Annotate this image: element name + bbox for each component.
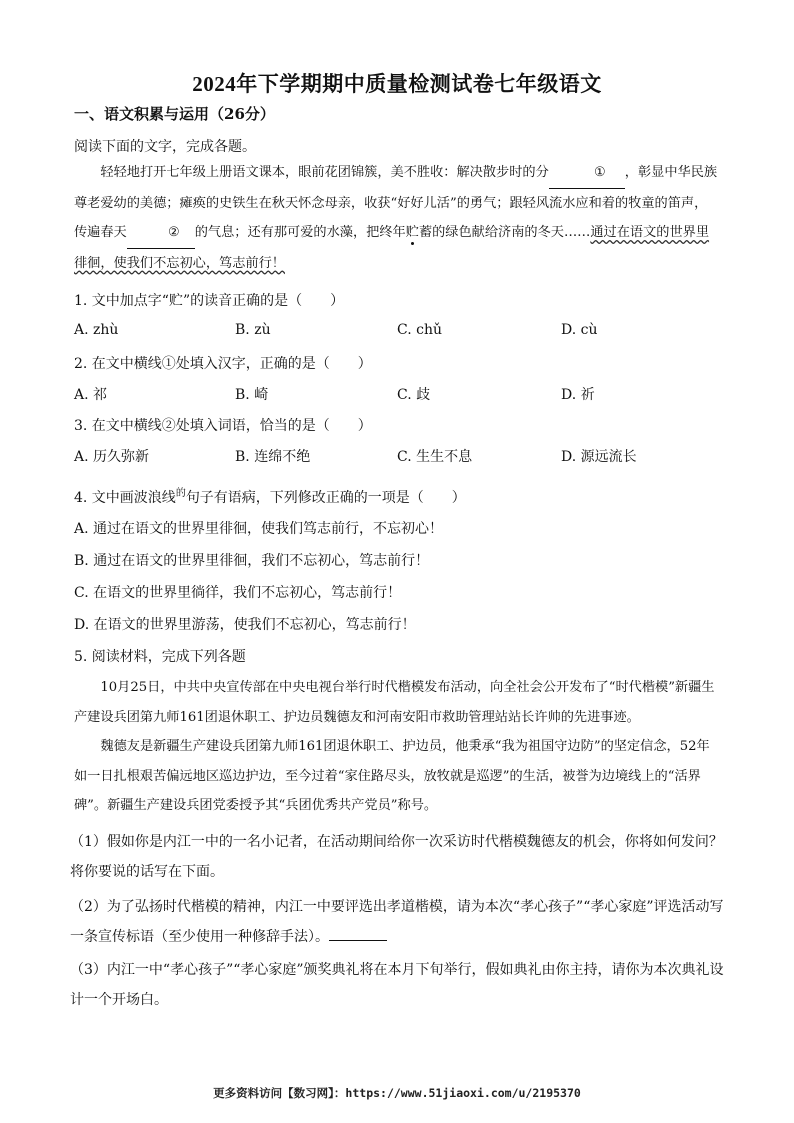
instruction-text: 阅读下面的文字，完成各题。 [74, 139, 256, 155]
q2-option-b: B. 崎 [235, 387, 269, 403]
q1-option-d: D. cù [561, 322, 598, 338]
dotted-char: 贮 [405, 225, 419, 240]
q5-subquestion-3 [70, 956, 726, 1015]
q3-option-b: B. 连绵不绝 [235, 449, 311, 465]
passage-text-2: ，彰显中华民族尊老爱幼的美德；瘫痪的史铁生在秋天怀念母亲，收获“好好儿活”的勇气；跟轻风流水应和着的牧童的笛声，传遍春天 [74, 165, 718, 240]
q2-stem: 2. 在文中横线①处填入汉字，正确的是（ ） [74, 356, 372, 372]
reading-passage [74, 158, 720, 278]
blank-2: ② [127, 218, 195, 249]
q4-option-c: C. 在语文的世界里徜徉，我们不忘初心，笃志前行！ [74, 585, 402, 601]
q4-stem-part-b: 句子有语病，下列修改正确的一项是（ ） [185, 490, 466, 506]
answer-blank[interactable] [329, 940, 387, 941]
q5-subquestion-1 [70, 828, 726, 887]
q3-stem: 3. 在文中横线②处填入词语，恰当的是（ ） [74, 418, 372, 434]
passage-text-3: 的气息；还有那可爱的水藻，把终年 [194, 225, 406, 240]
passage-text-4: 蓄的绿色献给济南的冬天…… [418, 225, 591, 240]
q3-option-c: C. 生生不息 [397, 449, 473, 465]
q4-stem-sup: 的 [175, 488, 186, 499]
q4-stem [74, 484, 466, 507]
footer-link[interactable]: 更多资料访问【数习网】：https://www.51jiaoxi.com/u/2195370 [213, 1086, 581, 1100]
passage-text-1: 轻轻地打开七年级上册语文课本，眼前花团锦簇，美不胜收：解决散步时的分 [100, 165, 549, 180]
q5-material-paragraph-2: 魏德友是新疆生产建设兵团第九师161团退休职工、护边员，他秉承“我为祖国守边防”的坚定信念，52年如一日扎根艰苦偏远地区巡边护边，至今过着“家住路尽头，放牧就是巡逻”的生活，被誉为边境线上的“活界碑”。新疆生产建设兵团党委授予其“兵团优秀共产党员”称号。 [74, 739, 710, 813]
q5-material-paragraph-1: 10月25日，中共中央宣传部在中央电视台举行时代楷模发布活动，向全社会公开发布了“时代楷模”新疆生产建设兵团第九师161团退休职工、护边员魏德友和河南安阳市救助管理站站长许帅的先进事迹。 [74, 680, 715, 725]
q2-option-c: C. 歧 [397, 387, 431, 403]
q4-option-b: B. 通过在语文的世界里徘徊，我们不忘初心，笃志前行！ [74, 553, 430, 569]
q5-stem: 5. 阅读材料，完成下列各题 [74, 649, 246, 665]
wavy-sentence: 通过在语文的世界里徘徊，使我们不忘初心，笃志前行！ [74, 225, 710, 271]
section-heading: 一、语文积累与运用（26分） [74, 105, 275, 123]
page-title: 2024年下学期期中质量检测试卷七年级语文 [192, 72, 602, 96]
q5-subquestion-3-text: （3）内江一中“孝心孩子”“孝心家庭”颁奖典礼将在本月下旬举行，假如典礼由你主持，请你为本次典礼设计一个开场白。 [70, 962, 724, 1008]
q1-stem: 1. 文中加点字“贮”的读音正确的是（ ） [74, 293, 345, 309]
q5-material [74, 673, 722, 821]
q2-option-d: D. 祈 [561, 387, 595, 403]
q5-subquestion-1-text: （1）假如你是内江一中的一名小记者，在活动期间给你一次采访时代楷模魏德友的机会，你将如何发问？将你要说的话写在下面。 [70, 834, 723, 880]
q5-subquestion-2-text: （2）为了弘扬时代楷模的精神，内江一中要评选出孝道楷模，请为本次“孝心孩子”“孝心家庭”评选活动写一条宣传标语（至少使用一种修辞手法）。 [70, 899, 724, 945]
q1-option-b: B. zù [235, 322, 271, 338]
q2-option-a: A. 祁 [74, 387, 108, 403]
q1-option-a: A. zhù [74, 322, 119, 338]
q4-option-d: D. 在语文的世界里游荡，使我们不忘初心，笃志前行！ [74, 617, 416, 633]
q1-option-c: C. chǔ [397, 322, 442, 338]
q4-option-a: A. 通过在语文的世界里徘徊，使我们笃志前行，不忘初心！ [74, 521, 444, 537]
q3-option-a: A. 历久弥新 [74, 449, 150, 465]
q3-option-d: D. 源远流长 [561, 449, 637, 465]
q5-subquestion-2 [70, 893, 726, 952]
blank-1: ① [549, 158, 625, 189]
q4-stem-part-a: 4. 文中画波浪线 [74, 490, 176, 506]
